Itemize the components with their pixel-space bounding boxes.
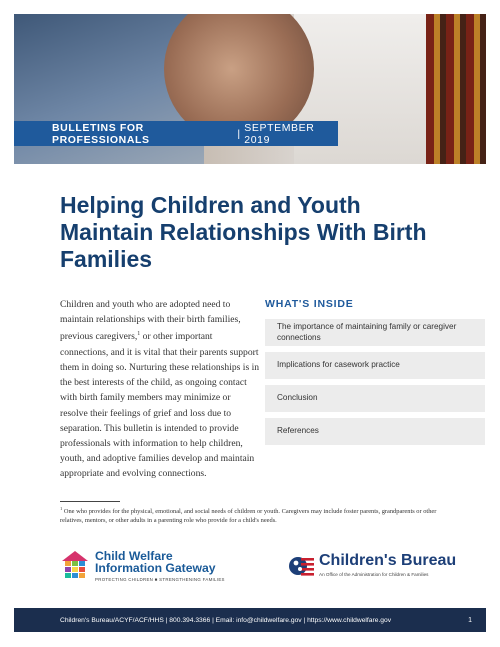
intro-footnote-ref[interactable]: 1 [137, 331, 141, 338]
publication-banner [14, 121, 338, 146]
footnote [60, 505, 445, 525]
cwig-name [95, 550, 216, 574]
toc-item-implications[interactable]: Implications for casework practice [265, 352, 485, 379]
whats-inside-heading: WHAT'S INSIDE [265, 298, 354, 310]
whats-inside-list [265, 319, 485, 451]
intro-paragraph [60, 297, 260, 482]
childrens-bureau-logo[interactable] [289, 552, 457, 582]
toc-item-importance[interactable]: The importance of maintaining family or caregiver connections [265, 319, 485, 346]
banner-date: SEPTEMBER 2019 [244, 121, 315, 146]
childrens-bureau-icon [289, 554, 315, 578]
footer-contact[interactable]: Children's Bureau/ACYF/ACF/HHS | 800.394.3366 | Email: info@childwelfare.gov | https://www.childwelfare.gov [60, 616, 392, 624]
cb-tagline: An Office of the Administration for Children & Families [319, 572, 429, 577]
child-welfare-gateway-logo[interactable] [60, 549, 230, 583]
cwig-tagline: PROTECTING CHILDREN ■ STRENGTHENING FAMILIES [95, 577, 225, 582]
cwig-line1: Child Welfare [95, 549, 173, 563]
cwig-line2: Information Gateway [95, 561, 216, 575]
banner-separator: | [233, 127, 245, 140]
photo-plaid [426, 14, 486, 164]
intro-text-start: Children and youth who are adopted need to maintain relationships with their birth families, previous caregivers, [60, 299, 241, 343]
page-number: 1 [468, 616, 472, 624]
footnote-mark: 1 [60, 506, 63, 511]
footnote-text: One who provides for the physical, emotional, and social needs of children or youth. Caregivers may include foster parents, grandparents or other relatives, mentors, or other adults in a parenting role who provide for a child's needs. [60, 508, 437, 524]
page-footer [14, 608, 486, 632]
intro-text-end: or other important connections, and it is vital that their parents support them in doing so. Nurturing these relationships is in the best interests of the child, as ongoing contact with birth family members may minimize or resolve their feelings of grief and loss due to separation. This bulletin is intended to provide professionals with information to help children, youth, and adoptive families develop and maintain appropriate and evolving connections. [60, 331, 260, 480]
toc-item-references[interactable]: References [265, 418, 485, 445]
toc-item-conclusion[interactable]: Conclusion [265, 385, 485, 412]
footnote-divider [60, 501, 120, 502]
document-title: Helping Children and Youth Maintain Relationships With Birth Families [60, 192, 427, 272]
cb-name: Children's Bureau [319, 552, 457, 569]
banner-series: BULLETINS FOR PROFESSIONALS [52, 121, 150, 146]
house-logo-icon [60, 549, 90, 579]
